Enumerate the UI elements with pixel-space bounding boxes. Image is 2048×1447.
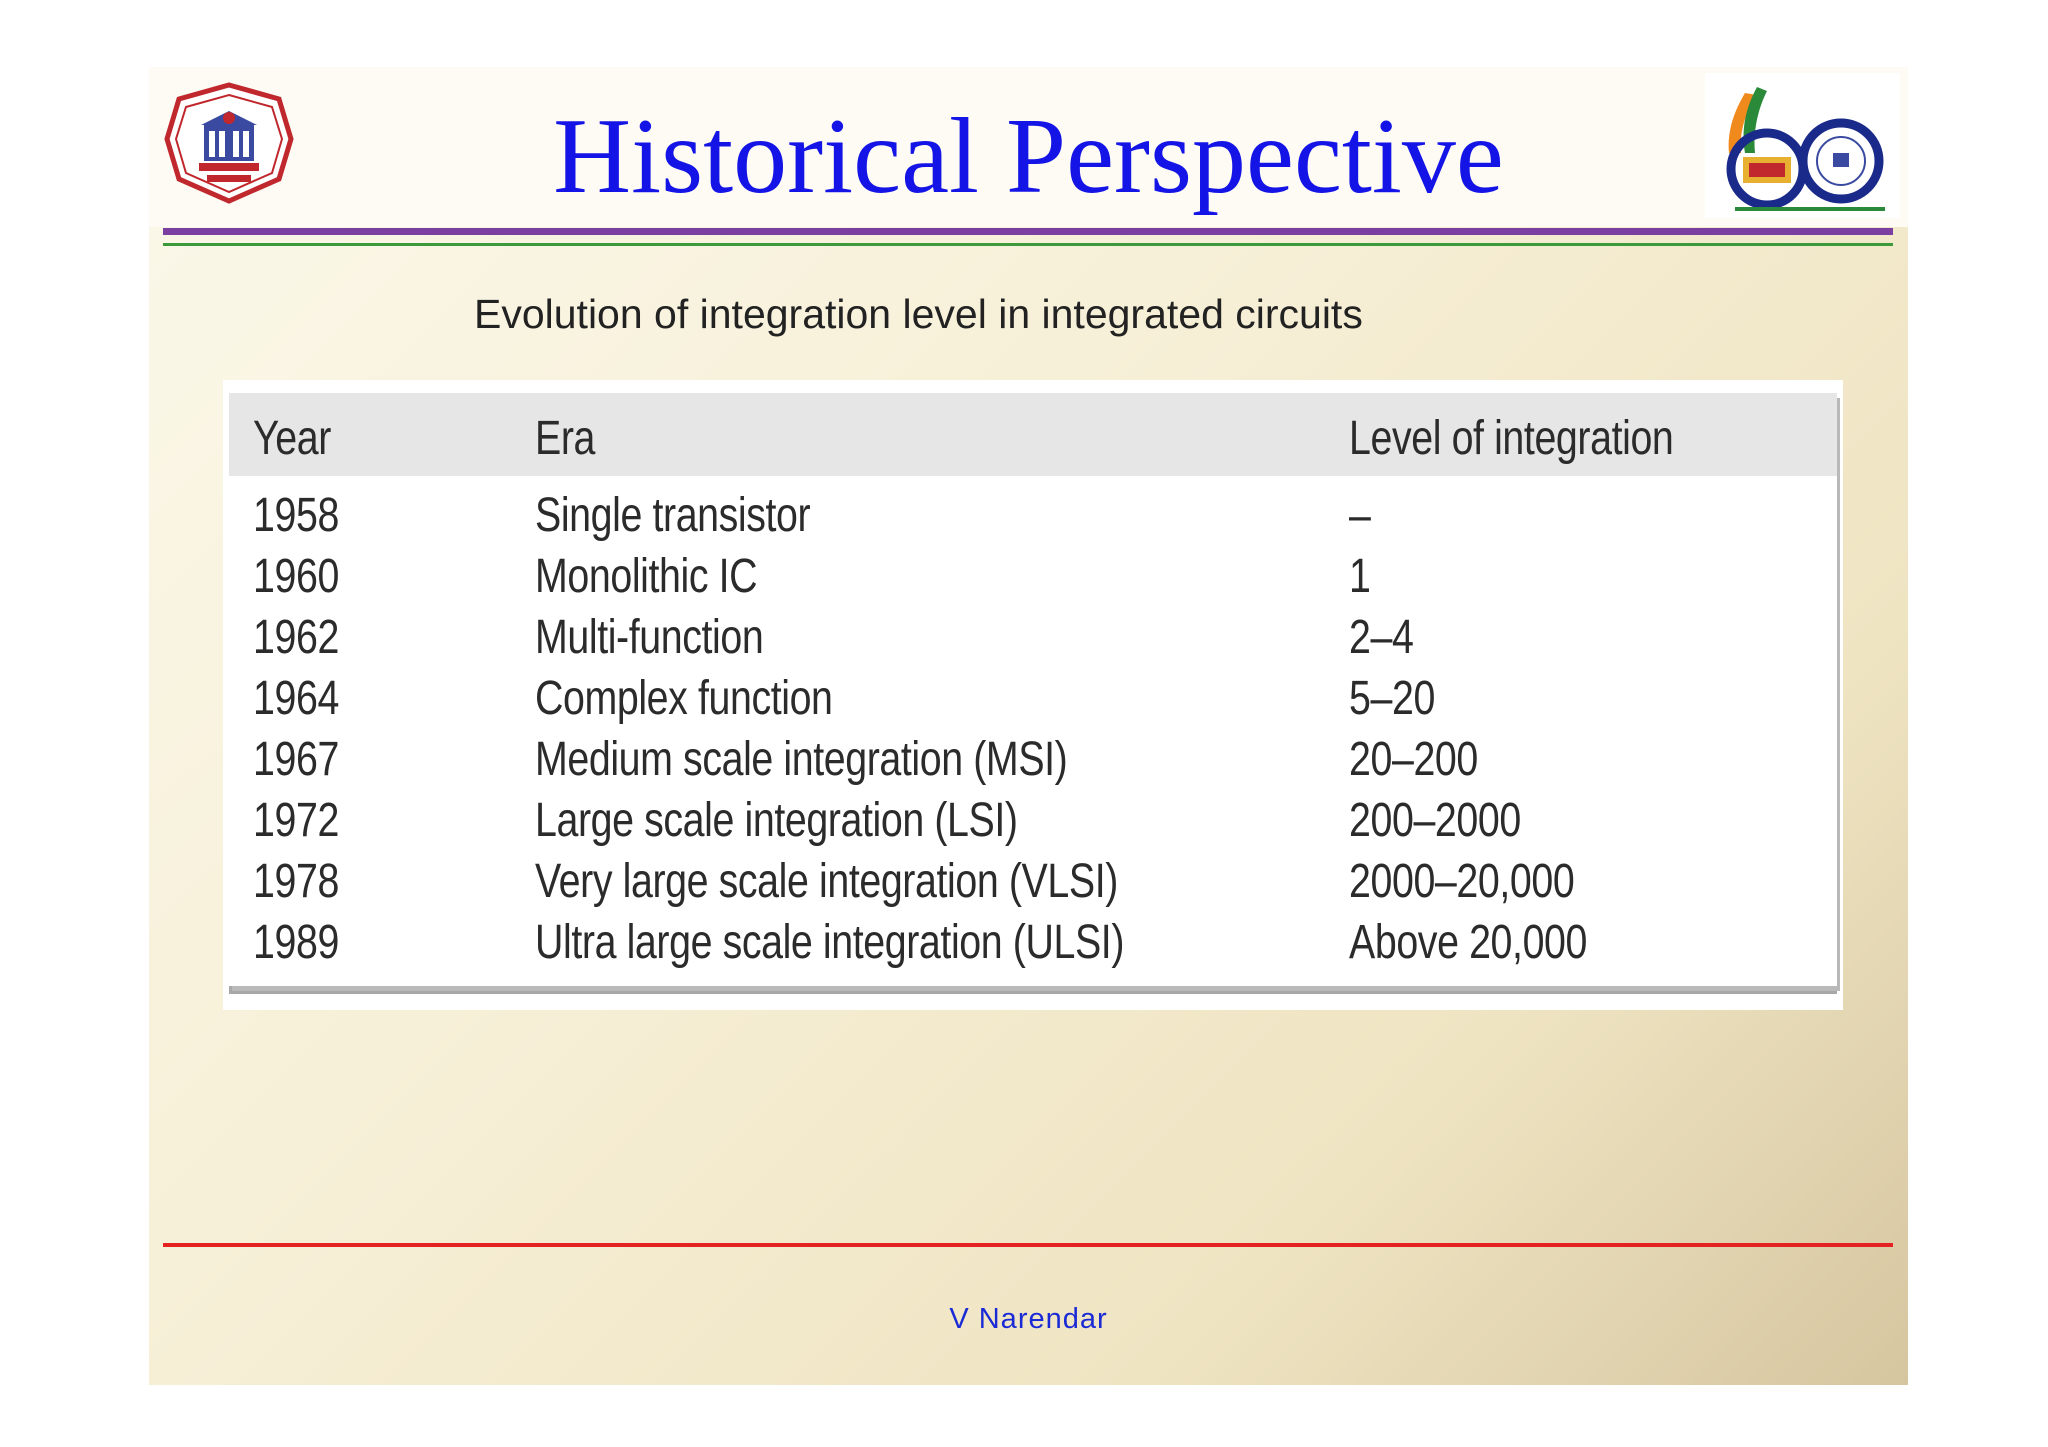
cell-era: Ultra large scale integration (ULSI) [535,916,1125,969]
cell-year: 1967 [253,733,339,786]
cell-year: 1964 [253,672,339,725]
table-row [229,729,1837,790]
cell-era: Very large scale integration (VLSI) [535,855,1118,908]
table-row [229,790,1837,851]
cell-era: Monolithic IC [535,550,758,603]
integration-table [229,393,1837,986]
cell-era: Single transistor [535,489,811,542]
60-years-anniversary-logo-icon [1705,73,1900,218]
footer-rule-red [163,1243,1893,1247]
table-row [229,851,1837,912]
header-rule-green [163,243,1893,246]
cell-level: 2000–20,000 [1349,855,1575,908]
author-footer: V Narendar [949,1303,1108,1335]
table-row [229,668,1837,729]
cell-year: 1989 [253,916,339,969]
table-row [229,546,1837,607]
header-era: Era [535,412,596,465]
slide-subtitle: Evolution of integration level in integrated circuits [474,291,1363,337]
cell-era: Medium scale integration (MSI) [535,733,1068,786]
cell-era: Multi-function [535,611,764,664]
cell-level: 200–2000 [1349,794,1521,847]
cell-era: Large scale integration (LSI) [535,794,1018,847]
page-title: Historical Perspective [553,97,1504,216]
cell-level: 5–20 [1349,672,1435,725]
cell-era: Complex function [535,672,833,725]
table-row [229,607,1837,668]
cell-year: 1978 [253,855,339,908]
cell-level: 1 [1349,550,1371,603]
table-row [229,485,1837,546]
cell-year: 1958 [253,489,339,542]
cell-year: 1972 [253,794,339,847]
cell-level: 20–200 [1349,733,1478,786]
cell-year: 1962 [253,611,339,664]
table-row [229,912,1837,973]
integration-table-card [223,380,1843,1010]
header-level: Level of integration [1349,412,1674,465]
header-year: Year [253,412,331,465]
slide [149,67,1908,1385]
cell-year: 1960 [253,550,339,603]
table-header-row [229,393,1837,476]
header-rule-purple [163,228,1893,235]
cell-level: – [1349,489,1371,542]
cell-level: Above 20,000 [1349,916,1588,969]
cell-level: 2–4 [1349,611,1414,664]
